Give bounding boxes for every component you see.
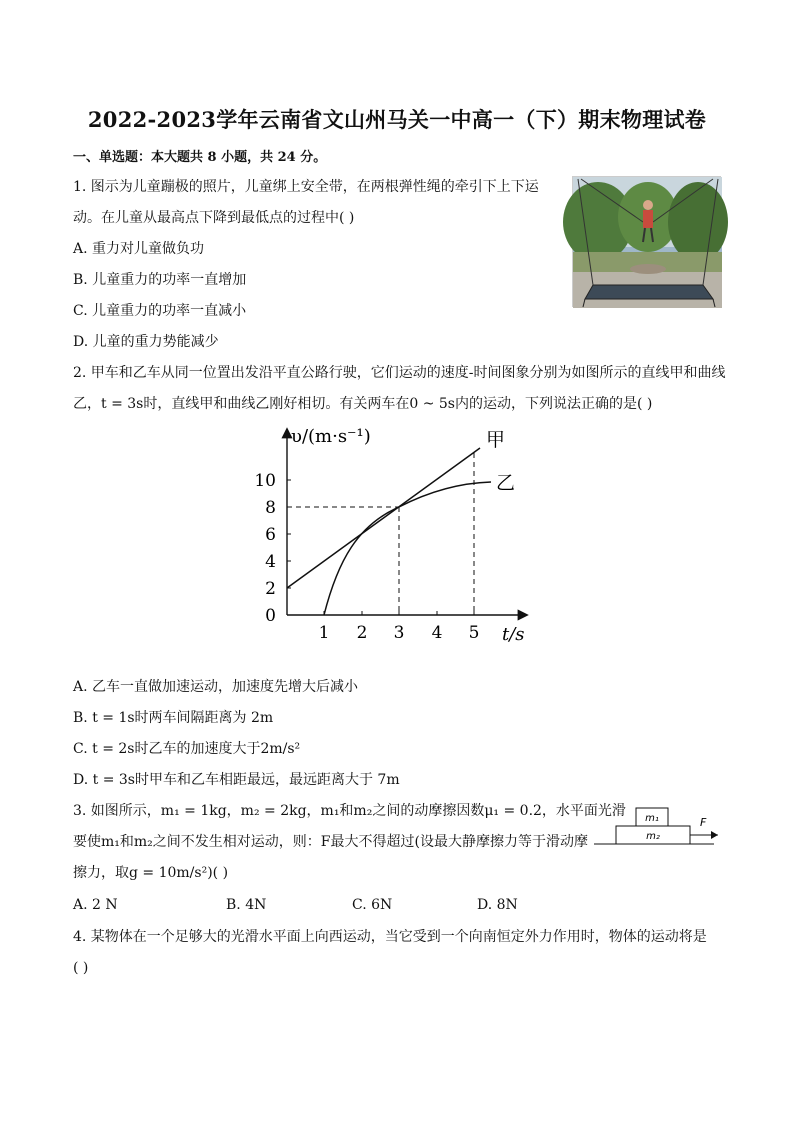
velocity-time-graph: [254, 420, 538, 650]
x-tick-4: 4: [431, 623, 443, 643]
bungee-photo: [572, 176, 721, 307]
label-force: F: [700, 816, 707, 829]
label-m2: m₂: [646, 831, 660, 842]
page-title: 2022-2023学年云南省文山州马关一中高一（下）期末物理试卷: [87, 107, 707, 132]
label-jia: 甲: [486, 429, 506, 451]
q2-line2: 乙，t = 3s时，直线甲和曲线乙刚好相切。有关两车在0 ~ 5s内的运动，下列说法正确的是( ): [73, 396, 653, 412]
y-tick-2: 2: [265, 579, 276, 599]
y-tick-0: 0: [265, 606, 276, 626]
q3-option-c: C. 6N: [352, 897, 393, 913]
q2-option-d: D. t = 3s时甲车和乙车相距最远，最远距离大于 7m: [73, 772, 400, 788]
line-jia: [287, 448, 480, 588]
x-tick-5: 5: [468, 623, 480, 643]
q1-option-d: D. 儿童的重力势能减少: [73, 334, 219, 350]
x-tick-3: 3: [393, 623, 405, 643]
q3-line1: 3. 如图所示，m₁ = 1kg，m₂ = 2kg，m₁和m₂之间的动摩擦因数μ₁ = 0.2，水平面光滑: [73, 803, 626, 819]
label-m1: m₁: [645, 813, 659, 824]
q1-line1: 1. 图示为儿童蹦极的照片，儿童绑上安全带，在两根弹性绳的牵引下上下运: [73, 179, 539, 195]
q3-option-d: D. 8N: [477, 897, 518, 913]
y-tick-8: 8: [265, 498, 276, 518]
y-axis-label: υ/(m·s⁻¹): [291, 426, 371, 447]
q1-option-c: C. 儿童重力的功率一直减小: [73, 303, 247, 319]
y-tick-10: 10: [254, 471, 276, 491]
x-axis-label: t/s: [502, 624, 525, 645]
q2-option-a: A. 乙车一直做加速运动，加速度先增大后减小: [73, 679, 359, 695]
q3-option-a: A. 2 N: [73, 897, 118, 913]
label-yi: 乙: [496, 472, 516, 494]
q2-option-b: B. t = 1s时两车间隔距离为 2m: [73, 710, 274, 726]
q2-option-c: C. t = 2s时乙车的加速度大于2m/s²: [73, 741, 301, 757]
y-tick-4: 4: [265, 552, 276, 572]
q3-line3: 擦力，取g = 10m/s²)( ): [73, 865, 229, 881]
x-tick-1: 1: [318, 623, 330, 643]
q4-line1: 4. 某物体在一个足够大的光滑水平面上向西运动，当它受到一个向南恒定外力作用时，物体的运动将是: [73, 929, 707, 945]
q3-line2: 要使m₁和m₂之间不发生相对运动，则：F最大不得超过(设最大静摩擦力等于滑动摩: [73, 834, 588, 850]
q1-option-a: A. 重力对儿童做负功: [73, 241, 205, 257]
q2-line1: 2. 甲车和乙车从同一位置出发沿平直公路行驶，它们运动的速度-时间图象分别为如图所示的直线甲和曲线: [73, 365, 726, 381]
x-tick-2: 2: [356, 623, 368, 643]
section-heading: 一、单选题：本大题共 8 小题，共 24 分。: [73, 150, 327, 165]
q1-option-b: B. 儿童重力的功率一直增加: [73, 272, 247, 288]
q1-line2: 动。在儿童从最高点下降到最低点的过程中( ): [73, 210, 355, 226]
blocks-diagram: [594, 806, 724, 852]
y-tick-6: 6: [265, 525, 276, 545]
q3-option-b: B. 4N: [226, 897, 267, 913]
curve-yi: [324, 482, 491, 615]
force-arrow: [711, 831, 718, 839]
q4-line2: ( ): [73, 960, 89, 976]
